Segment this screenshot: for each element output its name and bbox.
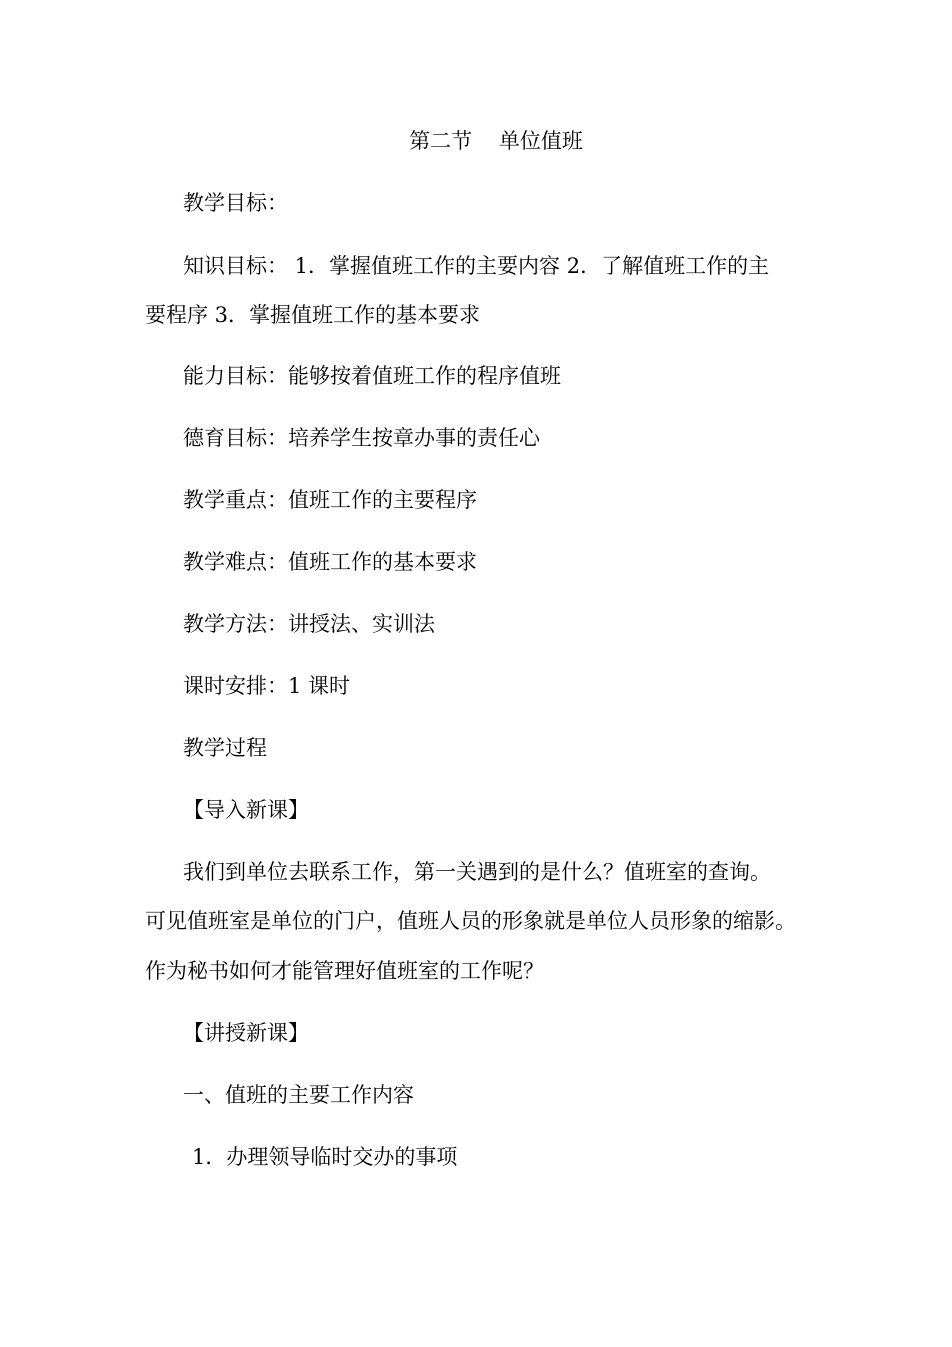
moral-objectives: 德育目标：培养学生按章办事的责任心	[183, 426, 540, 450]
intro-paragraph-line-2: 可见值班室是单位的门户，值班人员的形象就是单位人员形象的缩影。	[145, 909, 796, 933]
intro-paragraph-line-3: 作为秘书如何才能管理好值班室的工作呢？	[145, 959, 544, 983]
teach-new-lesson-heading: 【讲授新课】	[183, 1021, 309, 1045]
knowledge-objectives-line-2: 要程序 3．掌握值班工作的基本要求	[145, 303, 481, 327]
teaching-process-heading: 教学过程	[183, 736, 267, 760]
knowledge-objectives-line-1: 知识目标： 1．掌握值班工作的主要内容 2．了解值班工作的主	[183, 254, 770, 278]
ability-objectives: 能力目标：能够按着值班工作的程序值班	[183, 364, 561, 388]
teaching-key-points: 教学重点：值班工作的主要程序	[183, 488, 477, 512]
intro-paragraph-line-1: 我们到单位去联系工作，第一关遇到的是什么？值班室的查询。	[183, 860, 771, 884]
section-one-heading: 一、值班的主要工作内容	[183, 1083, 414, 1107]
teaching-difficulties: 教学难点：值班工作的基本要求	[183, 550, 477, 574]
teaching-objectives-heading: 教学目标：	[183, 191, 288, 215]
teaching-methods: 教学方法：讲授法、实训法	[183, 612, 435, 636]
intro-new-lesson-heading: 【导入新课】	[183, 798, 309, 822]
class-hours: 课时安排：1 课时	[183, 674, 351, 698]
item-one: 1．办理领导临时交办的事项	[192, 1145, 458, 1169]
section-title: 第二节 单位值班	[409, 129, 583, 153]
